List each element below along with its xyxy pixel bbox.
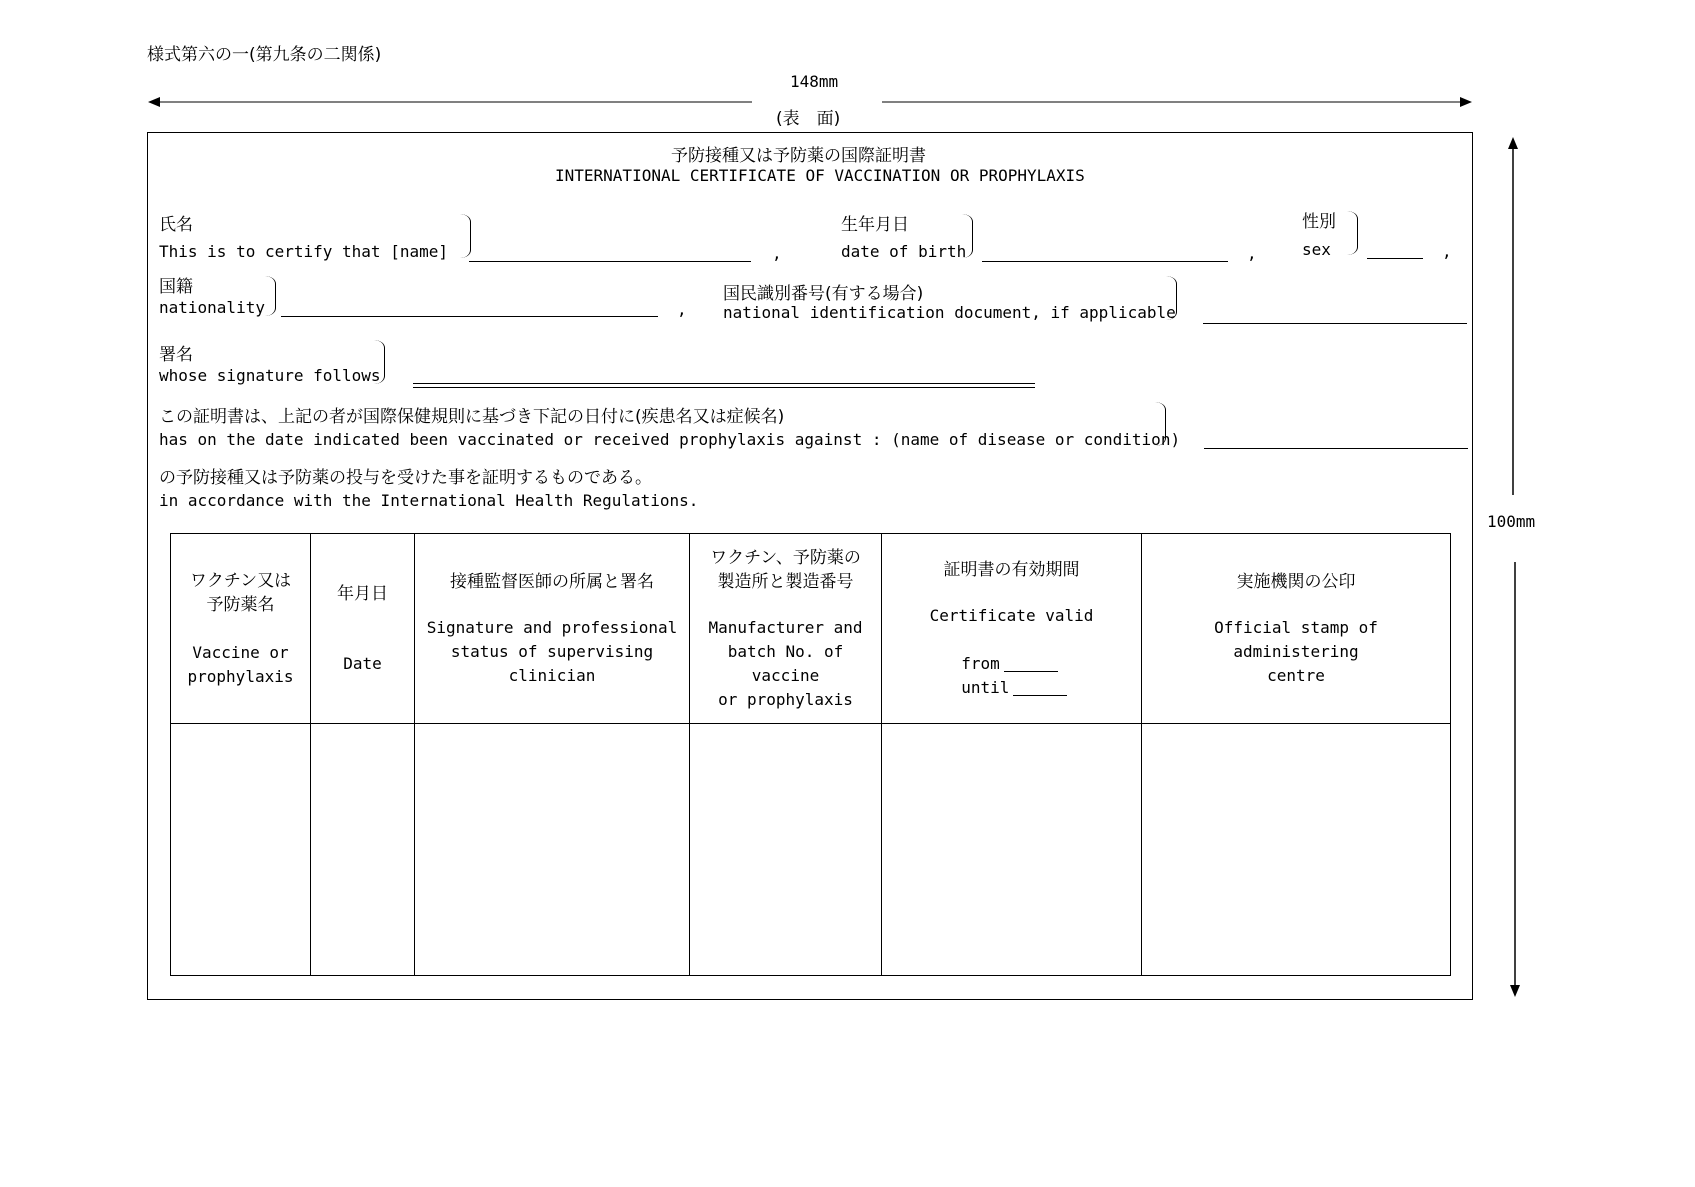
table-header-row (171, 534, 1451, 724)
national-id-brace (1166, 276, 1177, 320)
dob-label-en: date of birth (841, 242, 967, 261)
comma-4: , (677, 300, 687, 319)
signature-field[interactable] (413, 383, 1035, 384)
comma-1: , (772, 244, 782, 263)
statement-line1-en: has on the date indicated been vaccinated or received prophylaxis against : (name of disease or condition) (159, 430, 1181, 449)
table-row (171, 724, 1451, 976)
statement-line2-jp: の予防接種又は予防薬の投与を受けた事を証明するものである。 (159, 468, 652, 488)
nationality-brace (265, 276, 276, 316)
nationality-label-en: nationality (159, 298, 265, 317)
signature-label-jp: 署名 (159, 345, 193, 365)
side-label: (表 面) (776, 109, 841, 129)
name-label-en: This is to certify that [name] (159, 242, 448, 261)
signature-brace (374, 340, 385, 384)
comma-3: , (1442, 242, 1452, 261)
nationality-label-jp: 国籍 (159, 277, 193, 297)
signature-label-en: whose signature follows (159, 366, 381, 385)
sex-label-en: sex (1302, 240, 1331, 259)
title-jp: 予防接種又は予防薬の国際証明書 (671, 146, 926, 166)
sex-field[interactable] (1367, 258, 1423, 259)
cell-date[interactable] (311, 724, 415, 976)
comma-2: , (1247, 244, 1257, 263)
dob-field[interactable] (982, 261, 1228, 262)
cell-vaccine[interactable] (171, 724, 311, 976)
dob-brace (962, 214, 973, 258)
column-header-validity: 証明書の有効期間 Certificate valid from until (882, 534, 1142, 724)
form-id: 様式第六の一(第九条の二関係) (147, 45, 382, 65)
width-dimension-label: 148mm (790, 72, 839, 91)
height-dimension-label: 100mm (1487, 512, 1536, 531)
cell-manufacturer[interactable] (690, 724, 882, 976)
sex-label-jp: 性別 (1302, 212, 1336, 232)
column-header-vaccine: ワクチン又は 予防薬名 Vaccine or prophylaxis (171, 534, 311, 724)
column-header-clinician: 接種監督医師の所属と署名 Signature and professional status of supervising clinician (415, 534, 690, 724)
column-header-date: 年月日 Date (311, 534, 415, 724)
cell-validity[interactable] (882, 724, 1142, 976)
title-en: INTERNATIONAL CERTIFICATE OF VACCINATION OR PROPHYLAXIS (555, 166, 1085, 185)
disease-brace (1155, 402, 1166, 446)
national-id-label-jp: 国民識別番号(有する場合) (723, 284, 924, 304)
cell-stamp[interactable] (1142, 724, 1451, 976)
dob-label-jp: 生年月日 (841, 215, 909, 235)
name-brace (460, 214, 471, 258)
column-header-manufacturer: ワクチン、予防薬の 製造所と製造番号 Manufacturer and batch No. of vaccine or prophylaxis (690, 534, 882, 724)
national-id-label-en: national identification document, if applicable (723, 303, 1176, 322)
signature-field-underline (413, 387, 1035, 388)
name-label-jp: 氏名 (159, 215, 193, 235)
statement-line2-en: in accordance with the International Health Regulations. (159, 491, 699, 510)
statement-line1-jp: この証明書は、上記の者が国際保健規則に基づき下記の日付に(疾患名又は症候名) (159, 407, 785, 427)
national-id-field[interactable] (1203, 323, 1467, 324)
name-field[interactable] (469, 261, 751, 262)
vaccination-table (170, 533, 1451, 976)
cell-clinician[interactable] (415, 724, 690, 976)
column-header-stamp: 実施機関の公印 Official stamp of administering centre (1142, 534, 1451, 724)
sex-brace (1347, 211, 1358, 255)
nationality-field[interactable] (281, 316, 658, 317)
disease-field[interactable] (1204, 448, 1468, 449)
